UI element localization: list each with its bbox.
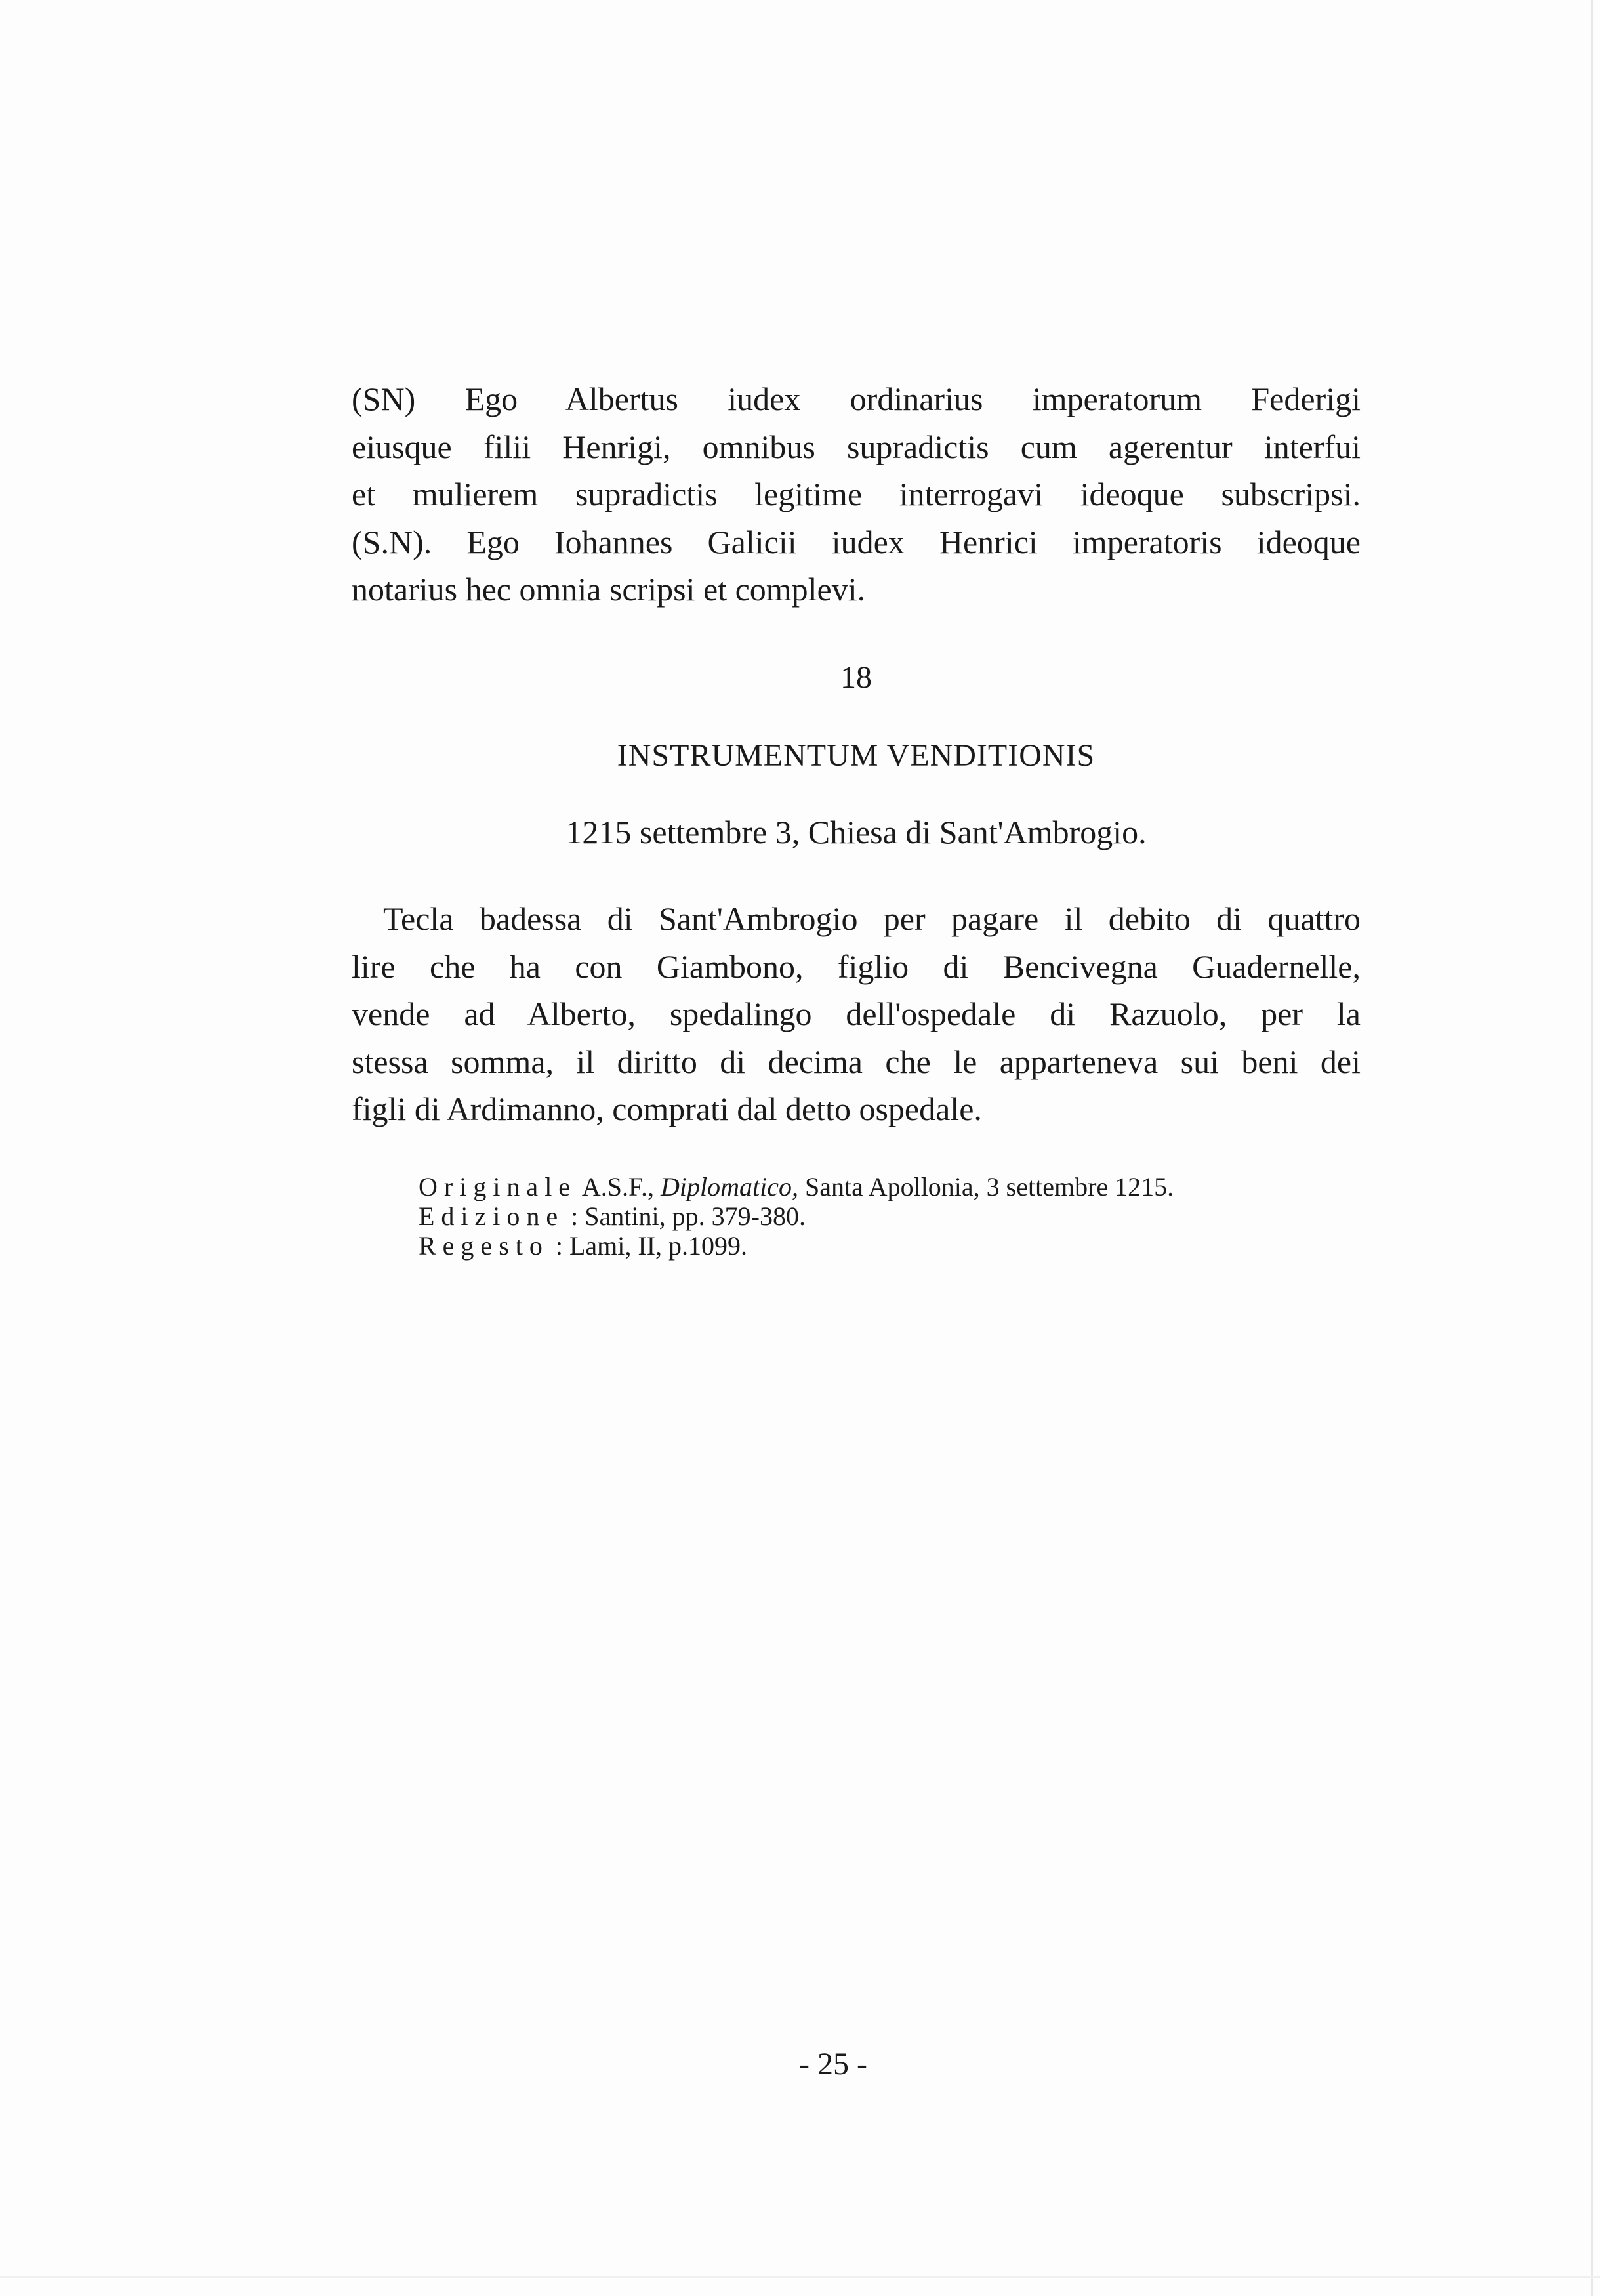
summary-line: Tecla badessa di Sant'Ambrogio per pagare il debito di quattro [383, 900, 1361, 937]
subscription-line: (SN) Ego Albertus iudex ordinarius imperatorum Federigi [352, 381, 1361, 417]
summary-paragraph [352, 895, 1361, 1133]
apparatus-edition [419, 1201, 1363, 1231]
apparatus-regest [419, 1231, 1363, 1261]
edition-detail: : Santini, pp. 379-380. [571, 1201, 806, 1231]
summary-line: stessa somma, il diritto di decima che le apparteneva sui beni dei [352, 1043, 1361, 1080]
apparatus-original [419, 1172, 1363, 1201]
summary-line: vende ad Alberto, spedalingo dell'ospedale di Razuolo, per la [352, 995, 1361, 1032]
summary-line: figli di Ardimanno, comprati dal detto ospedale. [352, 1091, 982, 1127]
apparatus-label: Regesto [419, 1231, 549, 1261]
archive-abbreviation: A.S.F., [581, 1172, 655, 1201]
archive-fonds: Diplomatico, [661, 1172, 799, 1201]
document-dateline: 1215 settembre 3, Chiesa di Sant'Ambrogio. [565, 814, 1147, 850]
subscription-line: eiusque filii Henrigi, omnibus supradictis cum agerentur interfui [352, 428, 1361, 465]
archive-detail: Santa Apollonia, 3 settembre 1215. [805, 1172, 1174, 1201]
summary-line: lire che ha con Giambono, figlio di Bencivegna Guadernelle, [352, 948, 1361, 985]
document-title: INSTRUMENTUM VENDITIONIS [617, 738, 1096, 773]
critical-apparatus [419, 1172, 1363, 1261]
apparatus-label: Originale [419, 1172, 577, 1201]
page-bottom-edge [0, 2276, 1600, 2278]
apparatus-label: Edizione [419, 1201, 565, 1231]
subscription-line: (S.N). Ego Iohannes Galicii iudex Henrici imperatoris ideoque [352, 523, 1361, 560]
page-number: - 25 - [799, 2047, 867, 2081]
subscription-line: notarius hec omnia scripsi et complevi. [352, 571, 866, 608]
regest-detail: : Lami, II, p.1099. [555, 1231, 748, 1261]
subscription-line: et mulierem supradictis legitime interrogavi ideoque subscripsi. [352, 476, 1361, 512]
subscriptions-paragraph [352, 375, 1361, 614]
page-edge-shadow [1591, 0, 1593, 2296]
document-number: 18 [840, 660, 872, 695]
